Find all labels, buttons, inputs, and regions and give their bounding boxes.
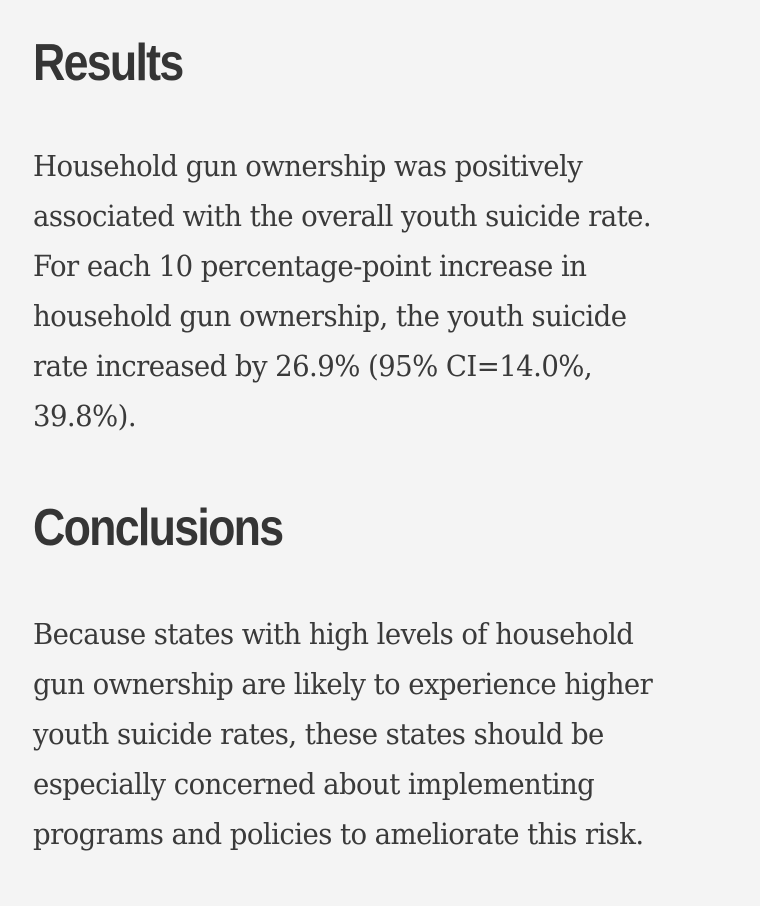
results-line: For each 10 percentage-point increase in <box>33 249 587 283</box>
conclusions-paragraph <box>33 609 717 859</box>
results-line: rate increased by 26.9% (95% CI=14.0%, <box>33 349 593 383</box>
conclusions-line: youth suicide rates, these states should be <box>33 717 604 751</box>
conclusions-line: Because states with high levels of household <box>33 617 634 651</box>
conclusions-line: gun ownership are likely to experience higher <box>33 667 653 701</box>
results-line: 39.8%). <box>33 399 137 433</box>
results-heading: Results <box>33 34 183 92</box>
conclusions-heading: Conclusions <box>33 499 283 557</box>
results-paragraph <box>33 141 717 441</box>
results-line: Household gun ownership was positively <box>33 149 583 183</box>
conclusions-line: programs and policies to ameliorate this risk. <box>33 817 644 851</box>
conclusions-line: especially concerned about implementing <box>33 767 595 801</box>
results-line: household gun ownership, the youth suicide <box>33 299 627 333</box>
results-line: associated with the overall youth suicide rate. <box>33 199 652 233</box>
